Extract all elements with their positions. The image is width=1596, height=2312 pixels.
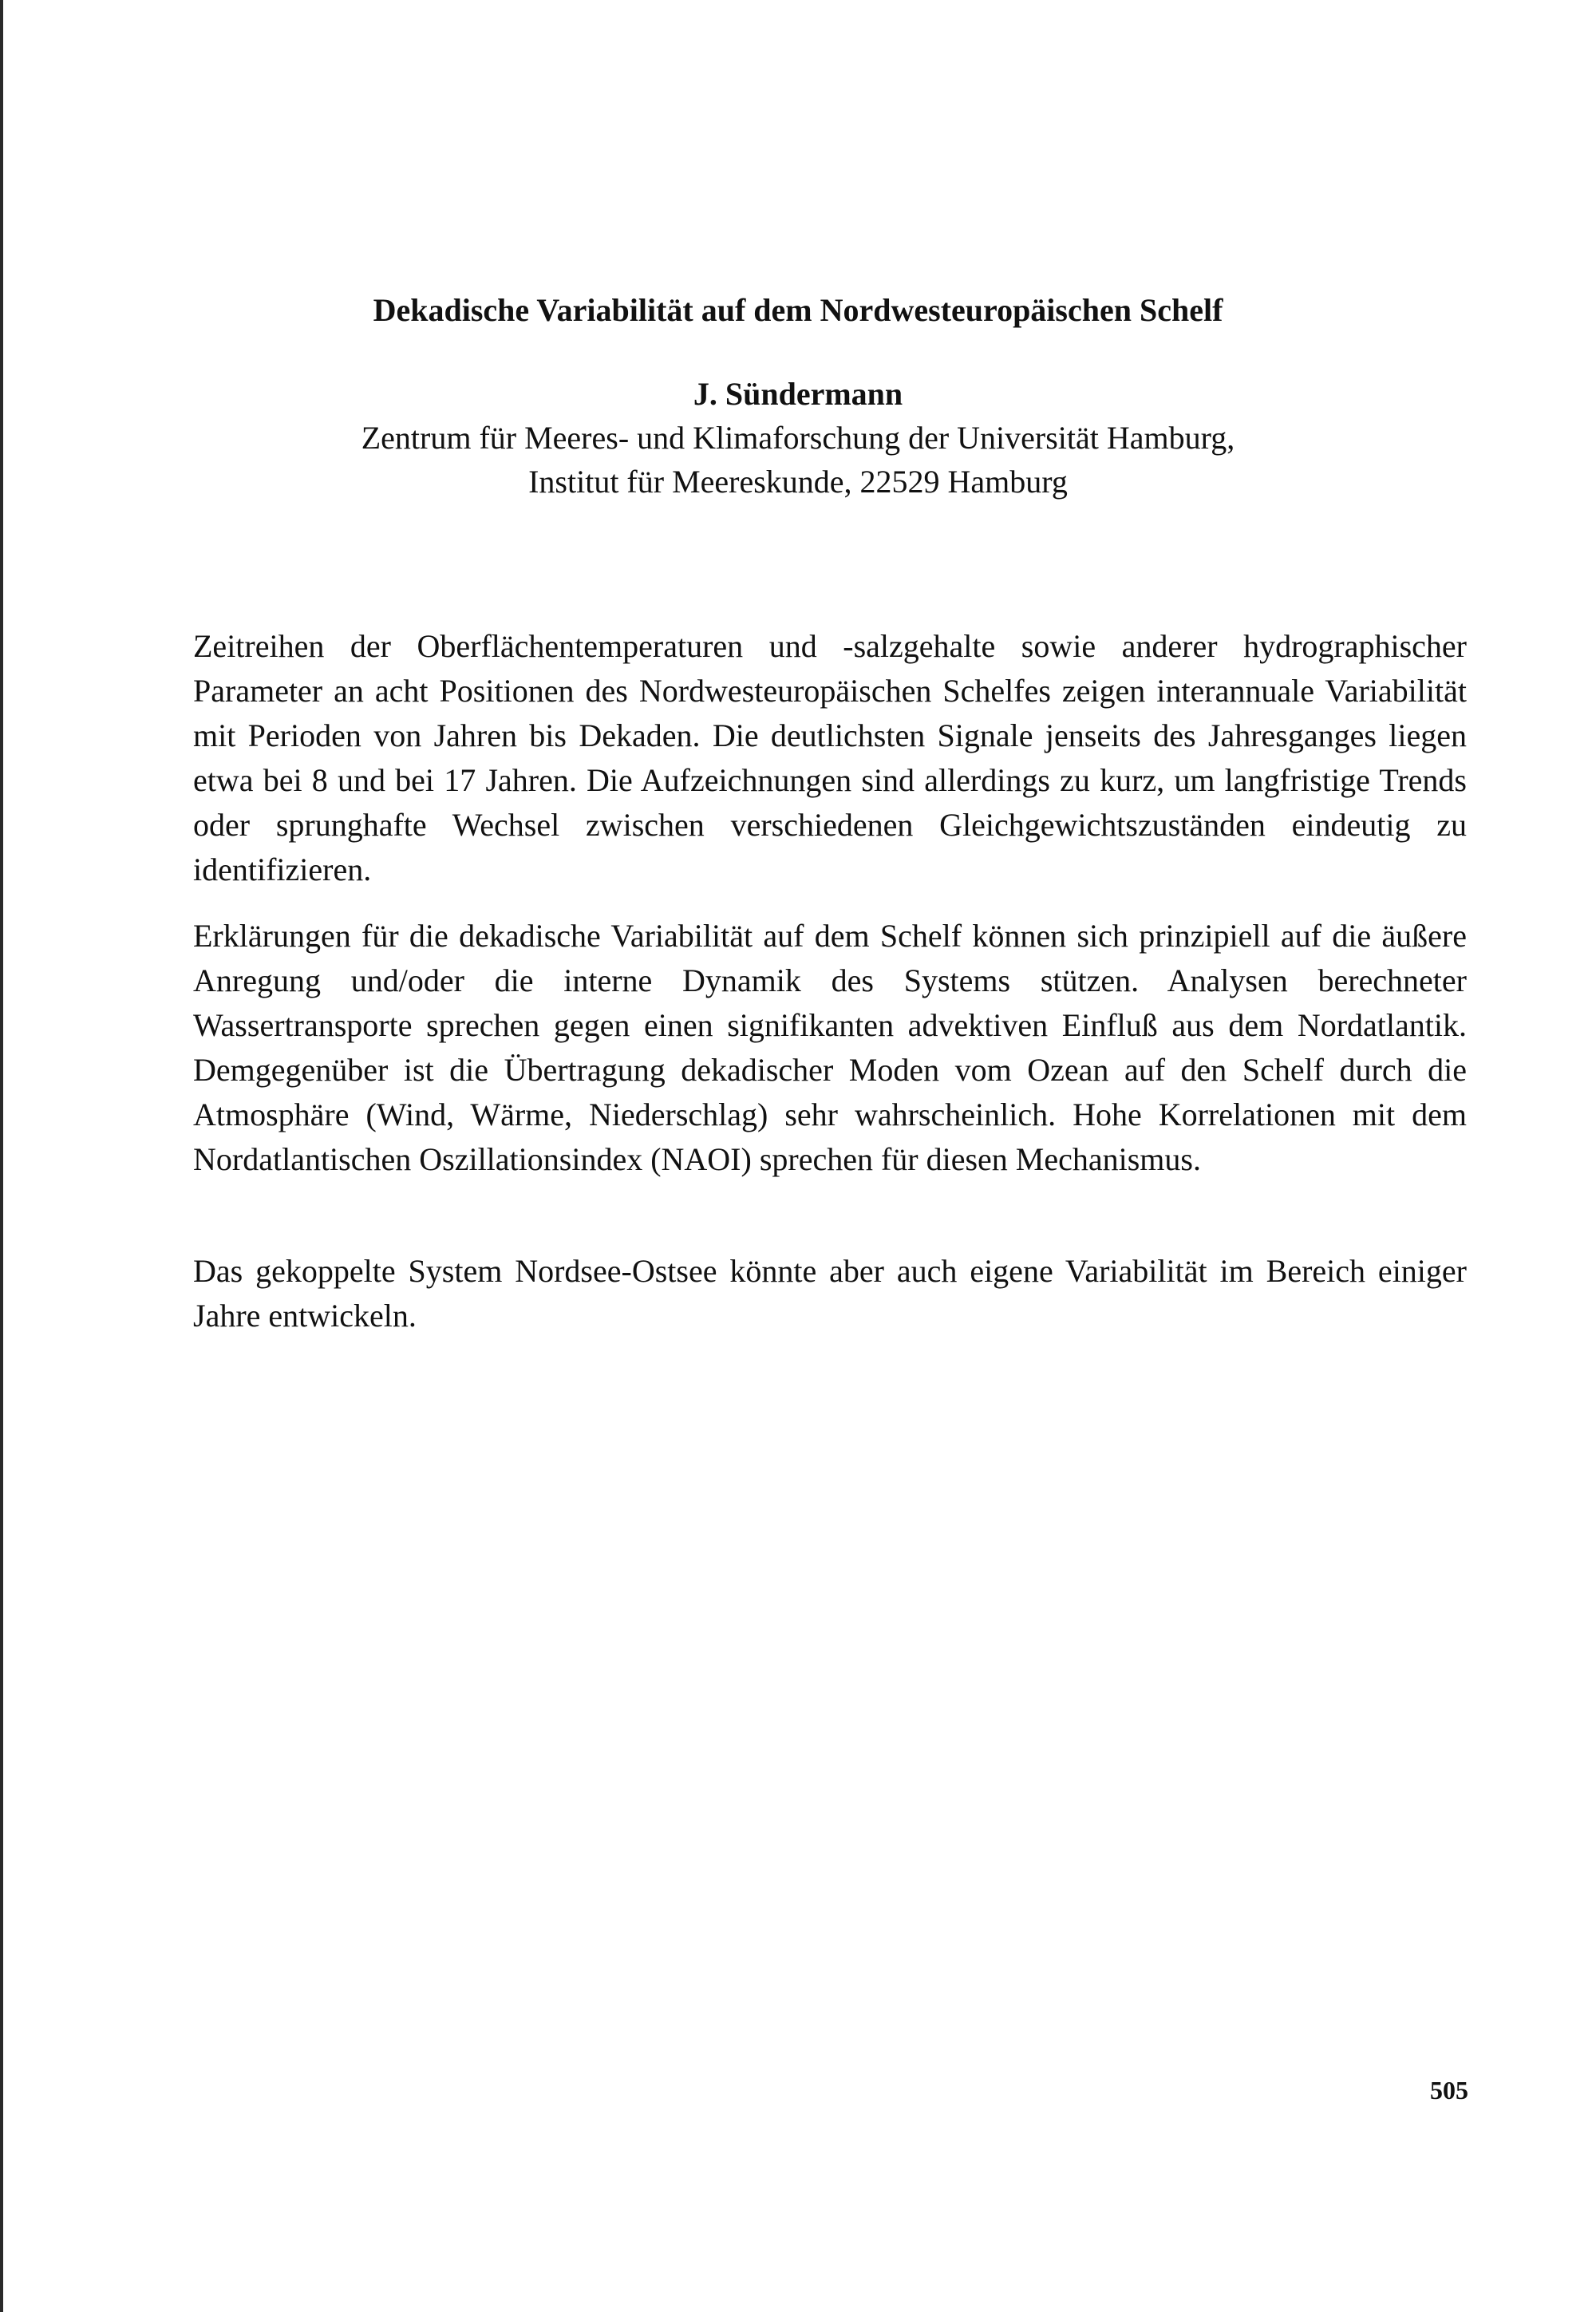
affiliation-line-1: Zentrum für Meeres- und Klimaforschung der Universität Hamburg,	[361, 420, 1235, 456]
affiliation-line-2: Institut für Meereskunde, 22529 Hamburg	[528, 464, 1068, 500]
paper-title: Dekadische Variabilität auf dem Nordwesteuropäischen Schelf	[373, 292, 1223, 328]
abstract-paragraph-1: Zeitreihen der Oberflächentemperaturen und -salzgehalte sowie anderer hydrographischer Parameter an acht Positionen des Nordwesteuropäischen Schelfes zeigen interannuale Variabilität mit Perioden von Jahren bis Dekaden. Die deutlichsten Signale jenseits des Jahresganges liegen etwa bei 8 und bei 17 Jahren. Die Aufzeichnungen sind allerdings zu kurz, um langfristige Trends oder sprunghafte Wechsel zwischen verschiedenen Gleichgewichtszuständen eindeutig zu identifizieren.	[193, 628, 1467, 887]
author-name: J. Sündermann	[693, 376, 903, 412]
abstract-paragraph-2: Erklärungen für die dekadische Variabilität auf dem Schelf können sich prinzipiell auf die äußere Anregung und/oder die interne Dynamik des Systems stützen. Analysen berechneter Wassertransporte sprechen gegen einen signifikanten advektiven Einfluß aus dem Nordatlantik. Demgegenüber ist die Übertragung dekadischer Moden vom Ozean auf den Schelf durch die Atmosphäre (Wind, Wärme, Niederschlag) sehr wahrscheinlich. Hohe Korrelationen mit dem Nordatlantischen Oszillationsindex (NAOI) sprechen für diesen Mechanismus.	[193, 918, 1467, 1177]
page-number: 505	[1430, 2076, 1468, 2105]
abstract-paragraph-3: Das gekoppelte System Nordsee-Ostsee könnte aber auch eigene Variabilität im Bereich einiger Jahre entwickeln.	[193, 1253, 1467, 1334]
